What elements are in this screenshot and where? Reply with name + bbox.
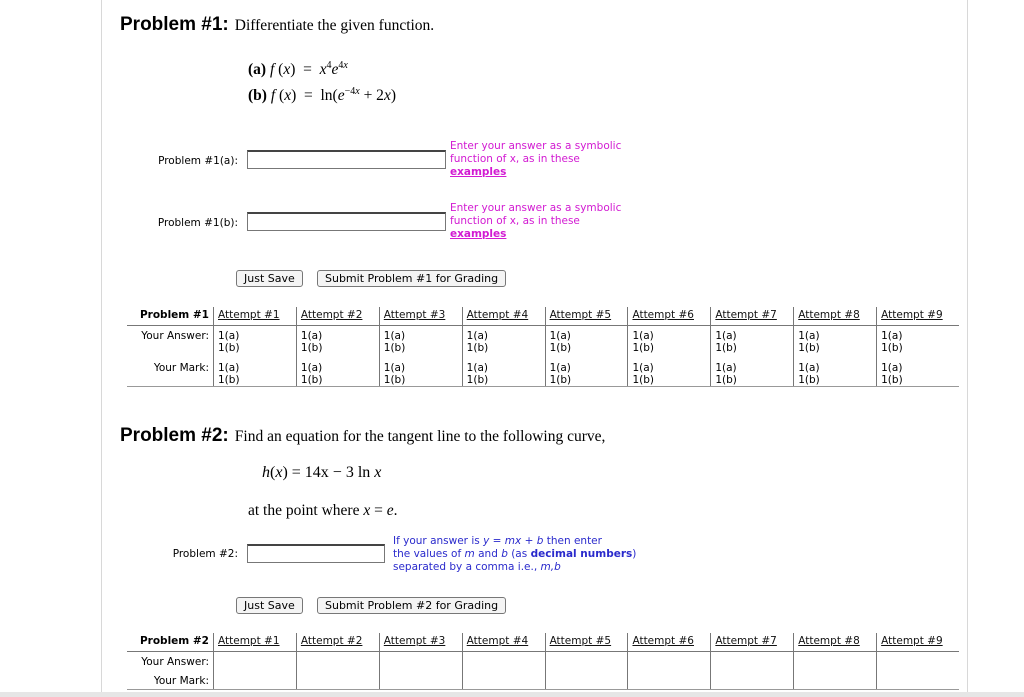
- attempt-link[interactable]: Attempt #9: [881, 635, 943, 647]
- mark-cell: [462, 670, 545, 690]
- part-b-label: 1(b): [881, 374, 903, 386]
- hint-line: Enter your answer as a symbolic: [450, 140, 622, 152]
- function-b: f $(x) = \ln(e^{-4x} + 2x)$: [270, 86, 396, 104]
- hint-line: [393, 548, 636, 561]
- mark-cell: [794, 670, 877, 690]
- problem-1a-label: Problem #1(a):: [158, 155, 238, 167]
- part-b-label: 1(b): [881, 342, 903, 354]
- part-a-label: 1(a): [881, 362, 903, 374]
- attempt-link[interactable]: Attempt #2: [300, 635, 363, 647]
- attempt-link[interactable]: Attempt #8: [798, 309, 860, 321]
- attempt-link[interactable]: Attempt #2: [300, 309, 363, 321]
- part-a-label: 1(a): [798, 362, 820, 374]
- answer-cell: [794, 326, 877, 355]
- attempt-4-link[interactable]: [462, 307, 545, 326]
- part-b-label: 1(b): [549, 374, 572, 386]
- examples-link[interactable]: examples: [450, 228, 507, 240]
- problem-2-condition: [248, 502, 398, 520]
- part-b-label: 1(b): [300, 342, 323, 354]
- part-a-label: 1(a): [300, 330, 323, 342]
- mark-cell: [296, 670, 379, 690]
- part-b-label: 1(b): [466, 342, 489, 354]
- hint-line: function of x, as in these: [450, 153, 580, 165]
- your-mark-row: [127, 354, 959, 387]
- attempt-5-link[interactable]: [545, 633, 628, 652]
- part-b-label: 1(b): [798, 374, 820, 386]
- answer-cell: [711, 326, 794, 355]
- attempt-link[interactable]: Attempt #5: [549, 635, 612, 647]
- attempt-1-link[interactable]: [214, 307, 297, 326]
- hint-bold: decimal numbers: [530, 548, 633, 560]
- page-left-border: [101, 0, 102, 697]
- part-letter: (b): [248, 87, 267, 104]
- attempt-7-link[interactable]: [711, 633, 794, 652]
- problem-2-submit-button[interactable]: Submit Problem #2 for Grading: [317, 597, 506, 614]
- hint-line: [393, 561, 636, 574]
- your-answer-label: Your Answer:: [141, 330, 209, 342]
- problem-1-attempts-table: [127, 307, 959, 387]
- part-b-label: 1(b): [632, 342, 654, 354]
- tangent-curve-equation: h(x) = 14x − 3 ln x: [262, 464, 382, 481]
- your-answer-row: [127, 326, 959, 355]
- problem-2-equation: [262, 464, 381, 482]
- part-a-label: 1(a): [632, 330, 654, 342]
- answer-cell: [296, 652, 379, 671]
- examples-link[interactable]: examples: [450, 166, 507, 178]
- problem-1b-label: Problem #1(b):: [157, 217, 238, 229]
- bottom-scroll-area: [0, 692, 1024, 697]
- problem-2-attempts-table: [127, 633, 959, 690]
- mark-cell: [214, 354, 297, 387]
- attempt-6-link[interactable]: [628, 307, 711, 326]
- part-a-label: 1(a): [466, 330, 488, 342]
- problem-1-text: Differentiate the given function.: [234, 17, 435, 34]
- attempt-2-link[interactable]: [296, 633, 379, 652]
- point-condition: at the point where x = e.: [248, 502, 398, 519]
- part-a-label: 1(a): [881, 330, 903, 342]
- hint-text: separated by a comma i.e.,: [393, 561, 541, 573]
- attempt-link[interactable]: Attempt #7: [715, 635, 777, 647]
- attempt-8-link[interactable]: [794, 633, 877, 652]
- mark-cell: [794, 354, 877, 387]
- your-mark-label: Your Mark:: [127, 354, 214, 387]
- mark-cell: [462, 354, 545, 387]
- part-b-label: 1(b): [383, 374, 406, 386]
- problem-1b-input[interactable]: [247, 212, 446, 231]
- answer-cell: [877, 326, 959, 355]
- part-a-label: 1(a): [632, 362, 654, 374]
- answer-cell: [628, 326, 711, 355]
- attempt-link[interactable]: Attempt #3: [383, 309, 446, 321]
- mark-cell: [545, 670, 628, 690]
- mark-cell: [628, 354, 711, 387]
- attempt-link[interactable]: Attempt #4: [466, 309, 529, 321]
- attempt-link[interactable]: Attempt #9: [881, 309, 943, 321]
- hint-line: function of x, as in these: [450, 215, 580, 227]
- hint-text: the values of: [393, 548, 465, 560]
- part-b-label: 1(b): [466, 374, 489, 386]
- hint-line: Enter your answer as a symbolic: [450, 202, 622, 214]
- answer-cell: [296, 326, 379, 355]
- attempt-4-link[interactable]: [462, 633, 545, 652]
- attempts-header-row: [127, 307, 959, 326]
- part-b-label: 1(b): [798, 342, 820, 354]
- part-a-label: 1(a): [798, 330, 820, 342]
- part-a-label: 1(a): [218, 330, 240, 342]
- attempt-2-link[interactable]: [296, 307, 379, 326]
- hint-text: (as: [507, 548, 531, 560]
- problem-1-label: Problem #1:: [120, 14, 229, 35]
- part-b-label: 1(b): [300, 374, 323, 386]
- problem-2-label-input: Problem #2:: [172, 548, 238, 560]
- part-a-label: 1(a): [218, 362, 240, 374]
- part-b-label: 1(b): [715, 374, 737, 386]
- answer-cell: [545, 652, 628, 671]
- table-problem-header: Problem #1: [127, 307, 214, 326]
- hint-text: and: [474, 548, 502, 560]
- answer-cell: [545, 326, 628, 355]
- attempt-link[interactable]: Attempt #8: [798, 635, 860, 647]
- problem-2-text: Find an equation for the tangent line to the following curve,: [234, 428, 606, 445]
- attempt-link[interactable]: Attempt #6: [632, 309, 694, 321]
- part-a-label: 1(a): [549, 330, 571, 342]
- part-b-label: 1(b): [218, 374, 240, 386]
- problem-1b-hint: [450, 202, 621, 241]
- answer-cell: [628, 652, 711, 671]
- part-b-label: 1(b): [218, 342, 240, 354]
- answer-cell: [877, 652, 959, 671]
- hint-example: m,b: [540, 561, 561, 573]
- attempt-3-link[interactable]: [379, 633, 462, 652]
- attempt-link[interactable]: Attempt #1: [218, 635, 280, 647]
- part-a-label: 1(a): [383, 330, 406, 342]
- part-b-label: 1(b): [632, 374, 654, 386]
- problem-1a-hint: [450, 140, 621, 179]
- problem-1-submit-button[interactable]: Submit Problem #1 for Grading: [317, 270, 506, 287]
- problem-2-hint: [393, 535, 636, 574]
- part-b-label: 1(b): [383, 342, 406, 354]
- attempt-link[interactable]: Attempt #6: [632, 635, 694, 647]
- part-a-label: 1(a): [466, 362, 488, 374]
- hint-var-m: m: [464, 548, 475, 560]
- part-letter: (a): [248, 61, 267, 78]
- attempt-1-link[interactable]: [214, 633, 297, 652]
- answer-cell: [214, 326, 297, 355]
- attempts-header-row: [127, 633, 959, 652]
- problem-2-input[interactable]: [247, 544, 385, 563]
- answer-cell: [379, 326, 462, 355]
- mark-cell: [628, 670, 711, 690]
- your-mark-label: Your Mark:: [127, 670, 214, 690]
- function-a: f $(x) = x^4e^{4x}$: [269, 60, 348, 78]
- answer-cell: [794, 652, 877, 671]
- mark-cell: [296, 354, 379, 387]
- part-a-label: 1(a): [549, 362, 571, 374]
- mark-cell: [379, 670, 462, 690]
- part-a-label: 1(a): [300, 362, 323, 374]
- part-b-label: 1(b): [715, 342, 737, 354]
- problem-2-save-button[interactable]: Just Save: [236, 597, 303, 614]
- attempt-9-link[interactable]: [877, 307, 959, 326]
- mark-cell: [214, 670, 297, 690]
- attempt-link[interactable]: Attempt #7: [715, 309, 777, 321]
- attempt-link[interactable]: Attempt #4: [466, 635, 529, 647]
- table-problem-header: Problem #2: [127, 633, 214, 652]
- problem-1-save-button[interactable]: Just Save: [236, 270, 303, 287]
- attempt-7-link[interactable]: [711, 307, 794, 326]
- answer-cell: [462, 652, 545, 671]
- attempt-6-link[interactable]: [628, 633, 711, 652]
- answer-cell: [214, 652, 297, 671]
- mark-cell: [877, 670, 959, 690]
- problem-2-heading: [120, 425, 605, 447]
- attempt-8-link[interactable]: [794, 307, 877, 326]
- attempt-9-link[interactable]: [877, 633, 959, 652]
- mark-cell: [877, 354, 959, 387]
- hint-text: ): [632, 548, 637, 560]
- attempt-3-link[interactable]: [379, 307, 462, 326]
- hint-line: If your answer is y = mx + b then enter: [393, 535, 602, 547]
- attempt-link[interactable]: Attempt #5: [549, 309, 612, 321]
- attempt-5-link[interactable]: [545, 307, 628, 326]
- page-right-border: [967, 0, 968, 697]
- mark-cell: [711, 354, 794, 387]
- attempt-link[interactable]: Attempt #3: [383, 635, 446, 647]
- your-answer-label: Your Answer:: [141, 656, 209, 668]
- part-a-label: 1(a): [715, 362, 737, 374]
- problem-1a-expression: [248, 60, 348, 79]
- mark-cell: [711, 670, 794, 690]
- your-mark-row: [127, 670, 959, 690]
- answer-cell: [711, 652, 794, 671]
- hint-var-b: b: [501, 548, 508, 560]
- your-answer-row: [127, 652, 959, 671]
- mark-cell: [379, 354, 462, 387]
- problem-1b-expression: [248, 86, 396, 105]
- attempt-link[interactable]: Attempt #1: [218, 309, 280, 321]
- problem-1-heading: [120, 14, 434, 36]
- answer-cell: [462, 326, 545, 355]
- part-a-label: 1(a): [383, 362, 406, 374]
- problem-1a-input[interactable]: [247, 150, 446, 169]
- part-a-label: 1(a): [715, 330, 737, 342]
- part-b-label: 1(b): [549, 342, 572, 354]
- problem-2-label: Problem #2:: [120, 425, 229, 446]
- answer-cell: [379, 652, 462, 671]
- mark-cell: [545, 354, 628, 387]
